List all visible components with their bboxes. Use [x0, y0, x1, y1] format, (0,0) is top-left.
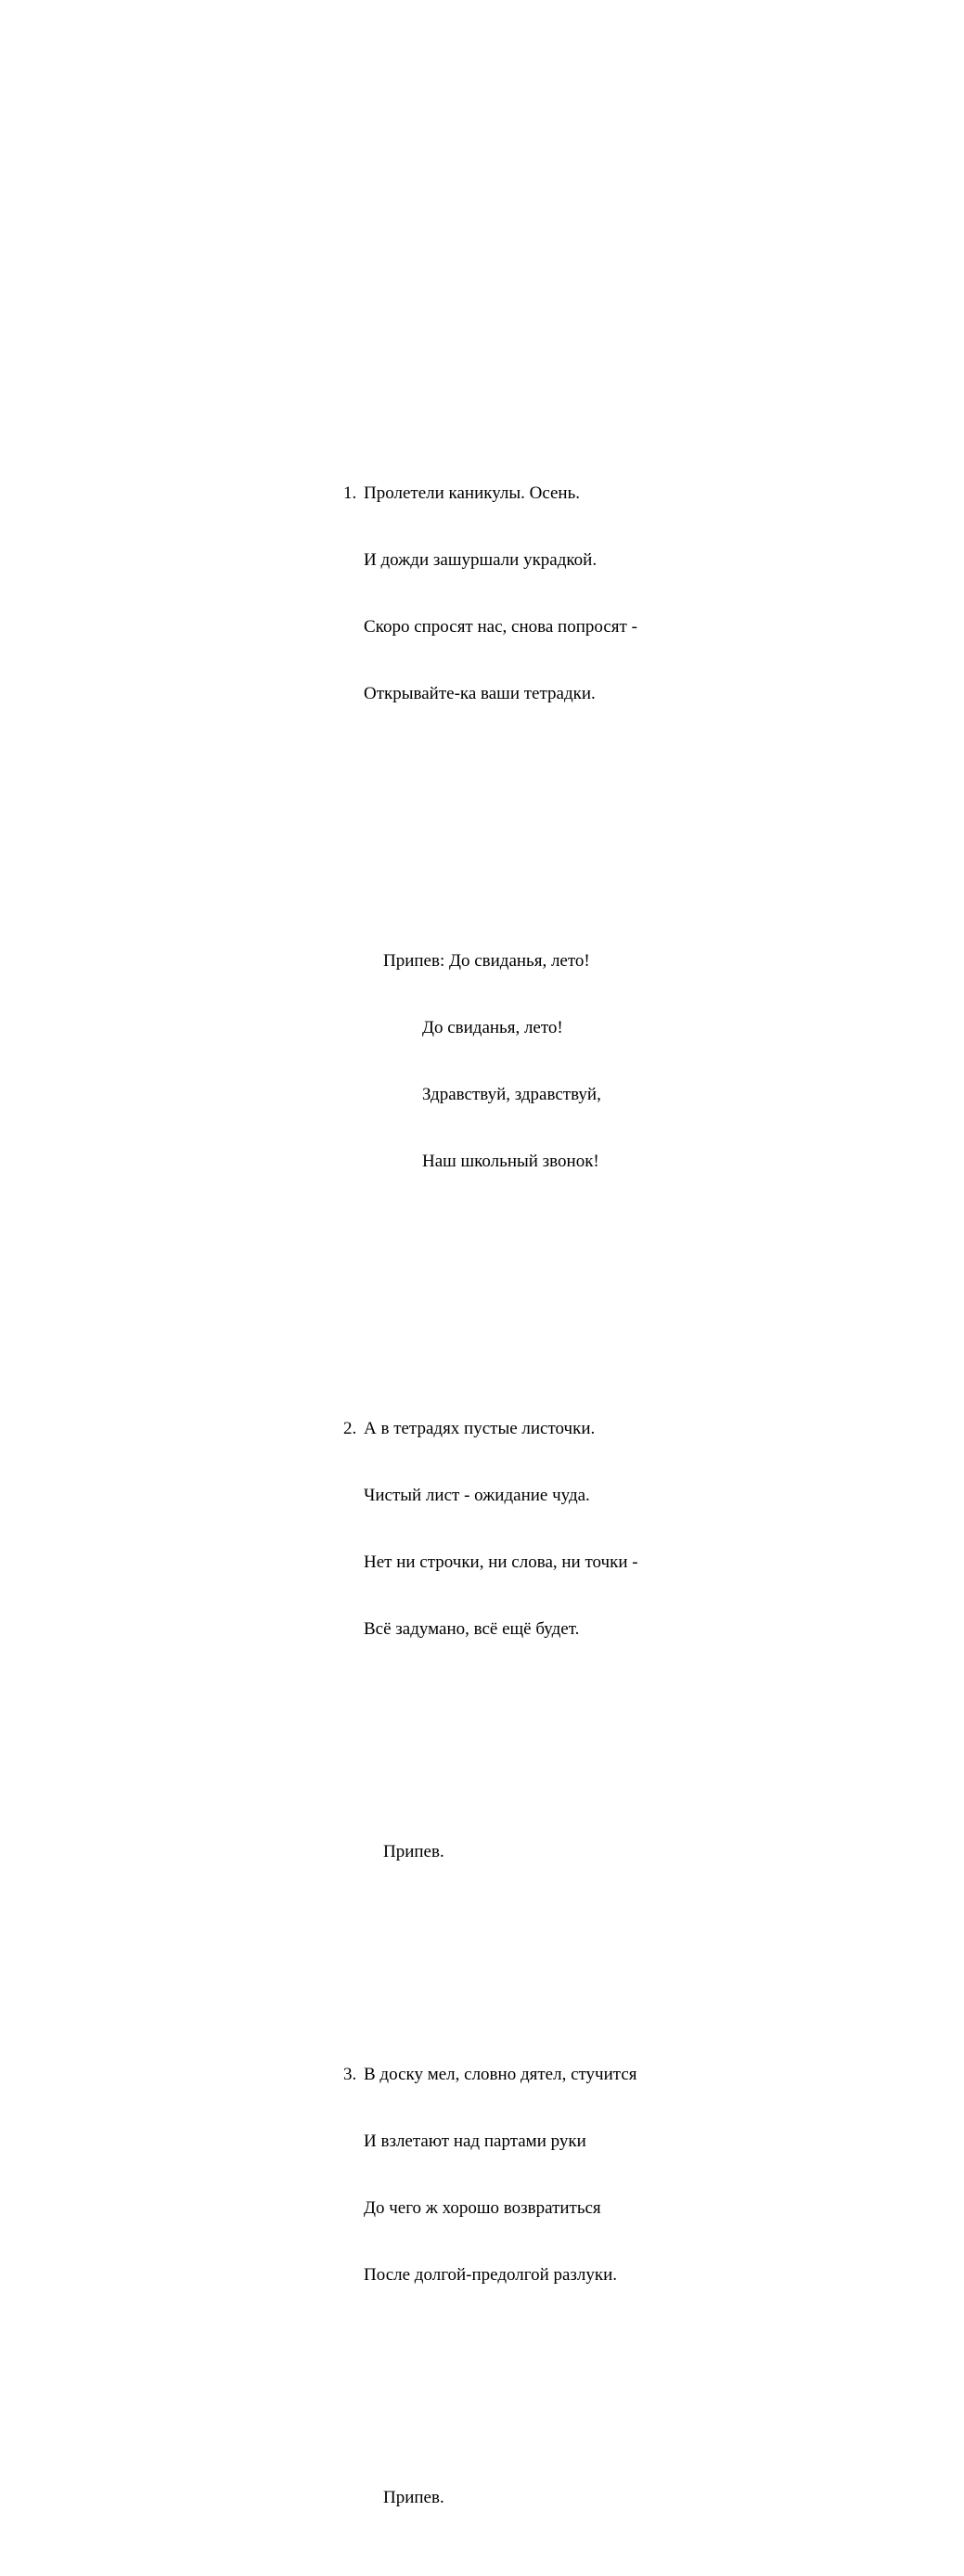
chorus-line: Наш школьный звонок! [422, 1152, 599, 1171]
verse-line: В доску мел, словно дятел, стучится [364, 2065, 637, 2084]
verse-3 [343, 2019, 638, 2331]
verse-line: И дожди зашуршали украдкой. [364, 550, 598, 570]
chorus-line: До свиданья, лето! [422, 1018, 563, 1037]
song-lyrics [343, 371, 638, 2576]
chorus-heading: Припев: До свиданья, лето! [383, 951, 590, 971]
verse-line: Пролетели каникулы. Осень. [364, 483, 581, 503]
chorus-repeat: Припев. [383, 1842, 444, 1861]
stanza-gap [343, 817, 638, 839]
verse-line: Нет ни строчки, ни слова, ни точки - [364, 1552, 638, 1572]
verse-line: Чистый лист - ожидание чуда. [364, 1486, 590, 1505]
stanza-gap [343, 1930, 638, 1952]
verse-line: И взлетают над партами руки [364, 2132, 586, 2151]
verse-line: Открывайте-ка ваши тетрадки. [364, 684, 596, 703]
verse-1 [343, 438, 638, 750]
verse-line: А в тетрадях пустые листочки. [364, 1419, 596, 1438]
verse-number: 3. [343, 2065, 357, 2084]
chorus-line: Здравствуй, здравствуй, [422, 1085, 601, 1104]
verse-number: 2. [343, 1419, 357, 1438]
stanza-gap [343, 1752, 638, 1774]
chorus [343, 906, 638, 1217]
verse-line: После долгой-предолгой разлуки. [364, 2265, 618, 2285]
stanza-gap [343, 2398, 638, 2420]
chorus-repeat: Припев. [383, 2488, 444, 2507]
verse-2 [343, 1373, 638, 1685]
verse-number: 1. [343, 483, 357, 503]
verse-line: До чего ж хорошо возвратиться [364, 2198, 601, 2218]
verse-line: Скоро спросят нас, снова попросят - [364, 617, 637, 637]
verse-line: Всё задумано, всё ещё будет. [364, 1619, 580, 1639]
stanza-gap [343, 1284, 638, 1307]
